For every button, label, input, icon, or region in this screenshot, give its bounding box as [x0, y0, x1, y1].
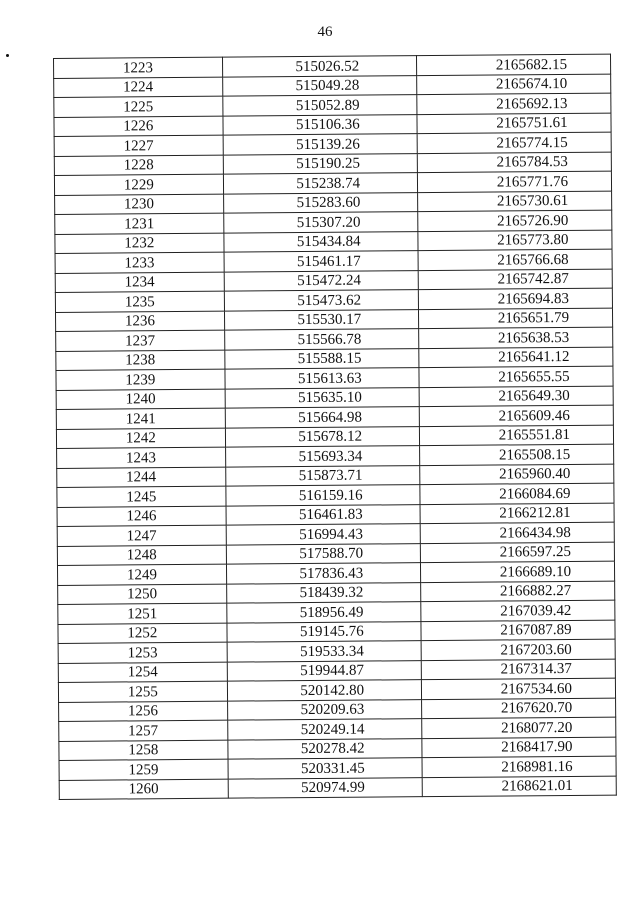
- x-coordinate-value: 515190.25: [296, 155, 361, 173]
- x-coordinate-cell: [225, 387, 419, 408]
- point-number-cell: [58, 584, 227, 605]
- point-number-cell: [58, 623, 227, 644]
- x-coordinate-cell: [227, 602, 421, 623]
- y-coordinate-cell: [420, 503, 614, 524]
- y-coordinate-cell: [422, 756, 616, 777]
- point-number-cell: [56, 428, 225, 449]
- point-number-cell: [55, 252, 224, 273]
- y-coordinate-value: 2166212.81: [499, 504, 571, 522]
- x-coordinate-value: 515566.78: [297, 331, 362, 348]
- x-coordinate-cell: [225, 368, 419, 389]
- x-coordinate-cell: [223, 95, 417, 116]
- y-coordinate-value: 2165641.12: [498, 348, 570, 366]
- y-coordinate-cell: [420, 581, 614, 602]
- x-coordinate-value: 515678.12: [298, 428, 363, 446]
- x-coordinate-cell: [224, 251, 418, 272]
- x-coordinate-value: 515472.24: [297, 272, 361, 290]
- point-number-cell: [55, 194, 224, 215]
- point-number-cell: [57, 467, 226, 488]
- point-number-value: 1242: [125, 430, 156, 447]
- x-coordinate-value: 515461.17: [296, 253, 361, 270]
- x-coordinate-value: 515106.36: [295, 116, 360, 134]
- point-number-value: 1252: [127, 625, 158, 642]
- y-coordinate-value: 2165774.15: [496, 134, 568, 152]
- y-coordinate-value: 2167087.89: [500, 621, 572, 639]
- x-coordinate-cell: [222, 56, 416, 77]
- x-coordinate-value: 515664.98: [298, 409, 363, 426]
- y-coordinate-cell: [417, 132, 611, 153]
- point-number-cell: [54, 174, 223, 195]
- point-number-cell: [59, 720, 228, 741]
- y-coordinate-value: 2168981.16: [501, 758, 573, 776]
- point-number-value: 1239: [125, 371, 156, 388]
- y-coordinate-cell: [418, 249, 612, 270]
- y-coordinate-value: 2167039.42: [500, 602, 572, 620]
- point-number-value: 1247: [126, 527, 157, 544]
- x-coordinate-cell: [226, 563, 420, 584]
- y-coordinate-cell: [419, 444, 613, 465]
- x-coordinate-cell: [227, 621, 421, 642]
- y-coordinate-value: 2167534.60: [500, 680, 573, 698]
- y-coordinate-value: 2165638.53: [497, 329, 570, 347]
- x-coordinate-cell: [225, 446, 419, 467]
- point-number-value: 1230: [123, 196, 155, 213]
- x-coordinate-cell: [223, 173, 417, 194]
- y-coordinate-value: 2166597.25: [499, 543, 572, 561]
- x-coordinate-cell: [228, 758, 422, 779]
- point-number-cell: [55, 311, 224, 332]
- x-coordinate-cell: [228, 777, 422, 798]
- point-number-value: 1232: [124, 235, 155, 252]
- x-coordinate-value: 516461.83: [298, 506, 363, 524]
- point-number-value: 1249: [126, 566, 157, 583]
- point-number-cell: [54, 57, 223, 78]
- point-number-value: 1233: [124, 254, 155, 271]
- x-coordinate-cell: [224, 329, 418, 350]
- x-coordinate-cell: [223, 212, 417, 233]
- y-coordinate-cell: [418, 230, 612, 251]
- point-number-value: 1255: [127, 683, 158, 700]
- x-coordinate-value: 519944.87: [300, 662, 365, 680]
- y-coordinate-value: 2168077.20: [501, 719, 573, 737]
- point-number-value: 1231: [124, 215, 155, 232]
- x-coordinate-value: 520331.45: [300, 760, 365, 777]
- table-row: [59, 776, 616, 800]
- point-number-value: 1257: [128, 722, 159, 739]
- coordinates-table: [53, 54, 617, 800]
- y-coordinate-cell: [420, 522, 614, 543]
- y-coordinate-cell: [418, 288, 612, 309]
- point-number-value: 1244: [126, 469, 157, 486]
- x-coordinate-value: 515238.74: [296, 175, 361, 192]
- x-coordinate-cell: [223, 114, 417, 135]
- y-coordinate-cell: [422, 776, 616, 797]
- point-number-cell: [56, 330, 225, 351]
- x-coordinate-cell: [227, 660, 421, 681]
- x-coordinate-cell: [227, 719, 421, 740]
- x-coordinate-value: 515530.17: [297, 311, 362, 329]
- point-number-value: 1245: [126, 488, 157, 505]
- point-number-value: 1241: [125, 410, 156, 427]
- y-coordinate-value: 2165751.61: [496, 114, 568, 132]
- x-coordinate-value: 515049.28: [295, 77, 360, 95]
- point-number-value: 1227: [123, 137, 154, 154]
- x-coordinate-cell: [226, 504, 420, 525]
- point-number-cell: [58, 642, 227, 663]
- y-coordinate-value: 2167203.60: [500, 641, 572, 659]
- page-number: 46: [317, 24, 333, 40]
- y-coordinate-value: 2168417.90: [501, 738, 573, 756]
- y-coordinate-value: 2165730.61: [496, 192, 569, 210]
- point-number-cell: [58, 681, 227, 702]
- point-number-cell: [54, 77, 223, 98]
- x-coordinate-cell: [224, 270, 418, 291]
- y-coordinate-value: 2166084.69: [499, 485, 571, 503]
- y-coordinate-value: 2165508.15: [498, 446, 571, 464]
- y-coordinate-value: 2165694.83: [497, 290, 570, 308]
- y-coordinate-cell: [418, 327, 612, 348]
- y-coordinate-value: 2165655.55: [498, 368, 570, 386]
- point-number-value: 1243: [125, 449, 157, 466]
- x-coordinate-cell: [223, 134, 417, 155]
- y-coordinate-cell: [421, 600, 615, 621]
- point-number-value: 1256: [127, 703, 159, 720]
- x-coordinate-value: 515613.63: [297, 370, 362, 387]
- y-coordinate-value: 2165784.53: [496, 153, 568, 171]
- x-coordinate-value: 515873.71: [298, 467, 363, 485]
- y-coordinate-cell: [421, 639, 615, 660]
- y-coordinate-value: 2165674.10: [495, 75, 568, 93]
- y-coordinate-value: 2167620.70: [500, 699, 573, 717]
- y-coordinate-value: 2165771.76: [496, 173, 569, 191]
- x-coordinate-value: 520209.63: [300, 701, 365, 719]
- x-coordinate-cell: [228, 738, 422, 759]
- y-coordinate-cell: [418, 308, 612, 329]
- point-number-cell: [58, 603, 227, 624]
- point-number-cell: [55, 291, 224, 312]
- y-coordinate-cell: [419, 425, 613, 446]
- x-coordinate-value: 517836.43: [299, 565, 364, 582]
- y-coordinate-cell: [419, 347, 613, 368]
- table-body: [54, 54, 617, 799]
- y-coordinate-cell: [420, 483, 614, 504]
- y-coordinate-value: 2165960.40: [499, 465, 571, 483]
- point-number-cell: [54, 155, 223, 176]
- y-coordinate-cell: [420, 542, 614, 563]
- x-coordinate-value: 515473.62: [297, 292, 362, 309]
- x-coordinate-value: 515588.15: [297, 350, 362, 368]
- x-coordinate-value: 520278.42: [300, 740, 365, 758]
- point-number-value: 1258: [128, 742, 159, 759]
- point-number-cell: [57, 486, 226, 507]
- point-number-cell: [54, 96, 223, 117]
- x-coordinate-cell: [225, 407, 419, 428]
- x-coordinate-value: 519145.76: [299, 623, 364, 641]
- point-number-value: 1234: [124, 274, 155, 291]
- y-coordinate-cell: [418, 210, 612, 231]
- y-coordinate-cell: [420, 561, 614, 582]
- x-coordinate-cell: [226, 543, 420, 564]
- x-coordinate-cell: [226, 485, 420, 506]
- y-coordinate-value: 2166882.27: [499, 582, 572, 600]
- y-coordinate-value: 2165692.13: [496, 95, 568, 113]
- y-coordinate-value: 2167314.37: [500, 660, 572, 678]
- point-number-cell: [56, 350, 225, 371]
- point-number-value: 1251: [127, 605, 158, 622]
- x-coordinate-value: 519533.34: [300, 643, 364, 660]
- x-coordinate-cell: [227, 641, 421, 662]
- y-coordinate-value: 2165773.80: [497, 231, 569, 249]
- point-number-cell: [57, 545, 226, 566]
- point-number-value: 1254: [127, 664, 158, 681]
- point-number-value: 1223: [122, 59, 154, 76]
- y-coordinate-cell: [421, 678, 615, 699]
- y-coordinate-cell: [416, 74, 610, 95]
- y-coordinate-cell: [421, 698, 615, 719]
- point-number-cell: [56, 389, 225, 410]
- y-coordinate-value: 2165742.87: [497, 270, 569, 288]
- point-number-cell: [59, 759, 228, 780]
- y-coordinate-cell: [417, 171, 611, 192]
- x-coordinate-cell: [224, 290, 418, 311]
- x-coordinate-value: 516994.43: [299, 526, 363, 543]
- x-coordinate-cell: [226, 582, 420, 603]
- x-coordinate-value: 517588.70: [299, 545, 364, 563]
- x-coordinate-cell: [225, 426, 419, 447]
- x-coordinate-value: 515139.26: [296, 136, 360, 153]
- y-coordinate-value: 2165609.46: [498, 407, 570, 425]
- y-coordinate-cell: [418, 269, 612, 290]
- point-number-value: 1260: [128, 781, 159, 798]
- x-coordinate-cell: [224, 309, 418, 330]
- point-number-value: 1228: [123, 157, 154, 174]
- x-coordinate-cell: [227, 680, 421, 701]
- point-number-value: 1229: [123, 176, 154, 193]
- x-coordinate-value: 516159.16: [298, 487, 363, 504]
- y-coordinate-value: 2165682.15: [495, 56, 568, 74]
- point-number-cell: [59, 779, 228, 800]
- point-number-value: 1253: [127, 644, 158, 661]
- y-coordinate-cell: [419, 405, 613, 426]
- y-coordinate-cell: [421, 620, 615, 641]
- y-coordinate-value: 2165766.68: [497, 251, 569, 269]
- point-number-value: 1236: [124, 313, 155, 330]
- x-coordinate-value: 518439.32: [299, 584, 364, 602]
- point-number-value: 1246: [126, 508, 157, 525]
- point-number-value: 1224: [123, 79, 154, 96]
- y-coordinate-value: 2168621.01: [501, 777, 573, 795]
- x-coordinate-cell: [223, 153, 417, 174]
- y-coordinate-cell: [420, 464, 614, 485]
- y-coordinate-cell: [419, 386, 613, 407]
- point-number-cell: [56, 408, 225, 429]
- x-coordinate-value: 515693.34: [298, 448, 363, 465]
- y-coordinate-value: 2166434.98: [499, 524, 571, 542]
- point-number-value: 1226: [123, 118, 154, 135]
- x-coordinate-value: 515283.60: [296, 194, 361, 212]
- point-number-value: 1240: [125, 391, 156, 408]
- y-coordinate-value: 2165651.79: [497, 309, 570, 327]
- point-number-cell: [59, 740, 228, 761]
- y-coordinate-value: 2166689.10: [499, 563, 572, 581]
- point-number-cell: [55, 272, 224, 293]
- bullet-mark: [6, 54, 9, 57]
- x-coordinate-cell: [224, 231, 418, 252]
- point-number-value: 1238: [125, 352, 156, 369]
- y-coordinate-cell: [422, 737, 616, 758]
- x-coordinate-value: 515052.89: [295, 97, 360, 114]
- point-number-cell: [58, 662, 227, 683]
- point-number-cell: [56, 369, 225, 390]
- y-coordinate-cell: [416, 54, 610, 75]
- x-coordinate-value: 520249.14: [300, 721, 365, 738]
- point-number-value: 1248: [126, 547, 157, 564]
- x-coordinate-value: 520974.99: [301, 779, 365, 797]
- y-coordinate-value: 2165551.81: [498, 426, 571, 444]
- y-coordinate-value: 2165726.90: [497, 212, 569, 230]
- x-coordinate-value: 515307.20: [296, 214, 361, 231]
- point-number-value: 1250: [127, 586, 158, 603]
- x-coordinate-value: 515635.10: [298, 389, 362, 407]
- x-coordinate-value: 515026.52: [295, 58, 360, 75]
- y-coordinate-cell: [417, 191, 611, 212]
- x-coordinate-cell: [225, 348, 419, 369]
- y-coordinate-value: 2165649.30: [498, 387, 570, 405]
- y-coordinate-cell: [417, 93, 611, 114]
- point-number-cell: [57, 525, 226, 546]
- point-number-cell: [57, 447, 226, 468]
- x-coordinate-cell: [223, 192, 417, 213]
- point-number-cell: [54, 116, 223, 137]
- point-number-cell: [54, 135, 223, 156]
- point-number-cell: [59, 701, 228, 722]
- x-coordinate-value: 515434.84: [296, 233, 361, 251]
- point-number-cell: [57, 564, 226, 585]
- y-coordinate-cell: [419, 366, 613, 387]
- x-coordinate-cell: [226, 524, 420, 545]
- point-number-value: 1237: [125, 332, 156, 349]
- y-coordinate-cell: [421, 659, 615, 680]
- y-coordinate-cell: [422, 717, 616, 738]
- x-coordinate-cell: [222, 75, 416, 96]
- x-coordinate-value: 520142.80: [300, 682, 365, 699]
- y-coordinate-cell: [417, 152, 611, 173]
- x-coordinate-cell: [225, 465, 419, 486]
- x-coordinate-cell: [227, 699, 421, 720]
- point-number-value: 1225: [123, 98, 154, 115]
- point-number-value: 1259: [128, 761, 159, 778]
- point-number-cell: [55, 233, 224, 254]
- point-number-cell: [57, 506, 226, 527]
- point-number-cell: [55, 213, 224, 234]
- y-coordinate-cell: [417, 113, 611, 134]
- x-coordinate-value: 518956.49: [299, 604, 364, 621]
- point-number-value: 1235: [124, 293, 155, 310]
